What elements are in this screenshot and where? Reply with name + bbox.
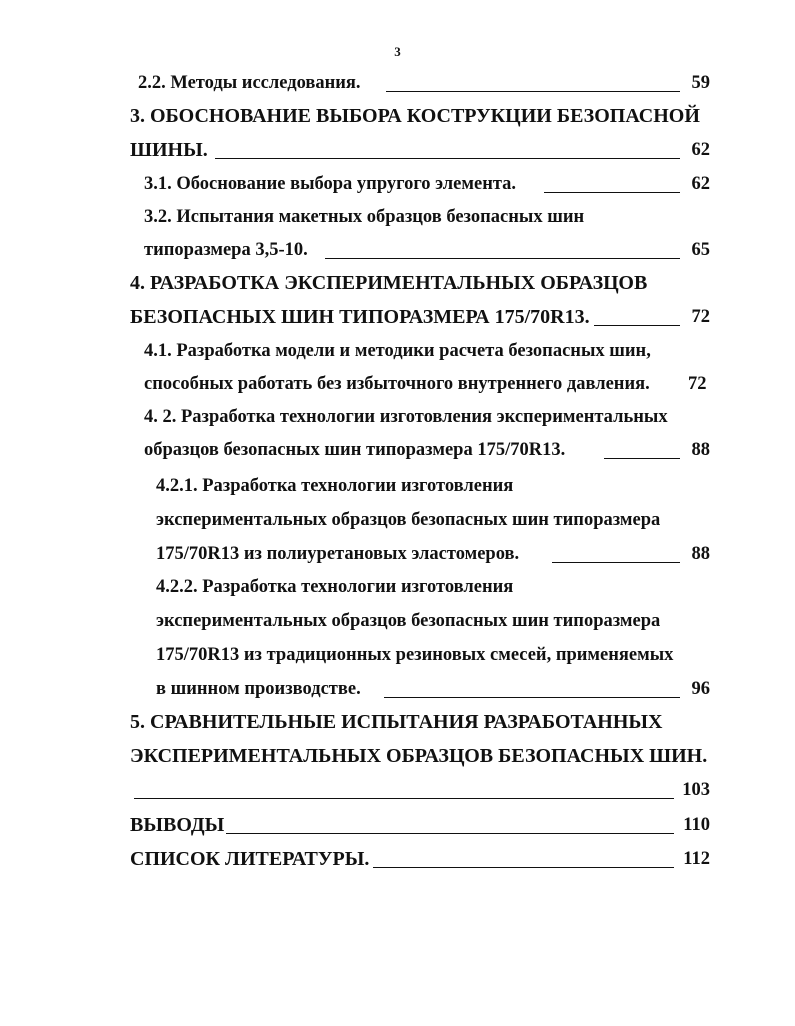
toc-entry-references-leader — [373, 847, 710, 871]
toc-entry-references-page: 112 — [683, 849, 710, 869]
toc-entry-4-page: 72 — [691, 307, 710, 327]
leader-line — [386, 91, 680, 92]
toc-entry-4-2-2-title-line2: экспериментальных образцов безопасных шин типоразмера — [156, 611, 661, 631]
toc-entry-references-title: СПИСОК ЛИТЕРАТУРЫ. — [130, 848, 370, 870]
toc-entry-4-1-title-line1: 4.1. Разработка модели и методики расчета безопасных шин, — [144, 341, 651, 361]
toc-entry-4-2-2-leader — [384, 677, 710, 701]
toc-entry-4-2-1-title-line2: экспериментальных образцов безопасных шин типоразмера — [156, 510, 661, 530]
toc-entry-3-title-line2: ШИНЫ. — [130, 139, 208, 161]
toc-entry-4-2-1-title-line3: 175/70R13 из полиуретановых эластомеров. — [156, 544, 520, 564]
toc-entry-2-2-page: 59 — [691, 73, 710, 93]
toc-entry-2-2-leader — [386, 71, 710, 95]
leader-line — [384, 697, 680, 698]
toc-entry-4-2-title-line2: образцов безопасных шин типоразмера 175/70R13. — [144, 440, 566, 460]
toc-entry-conclusions-page: 110 — [683, 815, 710, 835]
toc-entry-4-2-page: 88 — [691, 440, 710, 460]
toc-entry-4-2-2-title-line4: в шинном производстве. — [156, 679, 361, 699]
toc-entry-5-title-line1: 5. СРАВНИТЕЛЬНЫЕ ИСПЫТАНИЯ РАЗРАБОТАННЫХ — [130, 711, 663, 733]
toc-entry-2-2-title: 2.2. Методы исследования. — [138, 73, 361, 93]
toc-entry-4-2-title-line1: 4. 2. Разработка технологии изготовления экспериментальных — [144, 407, 668, 427]
toc-entry-3-2-page: 65 — [691, 240, 710, 260]
toc-entry-5-leader — [134, 778, 710, 802]
toc-entry-3-1-page: 62 — [691, 174, 710, 194]
toc-entry-conclusions-leader — [226, 813, 710, 837]
page-number: 3 — [394, 44, 401, 59]
toc-entry-4-title-line2: БЕЗОПАСНЫХ ШИН ТИПОРАЗМЕРА 175/70R13. — [130, 306, 590, 328]
toc-entry-4-2-1-title-line1: 4.2.1. Разработка технологии изготовления — [156, 476, 514, 496]
toc-entry-3-2-title-line1: 3.2. Испытания макетных образцов безопасных шин — [144, 207, 585, 227]
toc-entry-3-1-title: 3.1. Обоснование выбора упругого элемента. — [144, 174, 517, 194]
toc-entry-4-2-2-page: 96 — [691, 679, 710, 699]
toc-entry-3-2-title-line2: типоразмера 3,5-10. — [144, 240, 308, 260]
toc-entry-4-2-2-title-line3: 175/70R13 из традиционных резиновых смесей, применяемых — [156, 645, 674, 665]
leader-line — [215, 158, 680, 159]
leader-line — [544, 192, 680, 193]
toc-entry-4-2-1-page: 88 — [691, 544, 710, 564]
toc-entry-4-1-title-line2: способных работать без избыточного внутреннего давления. — [144, 374, 650, 394]
toc-entry-4-leader — [594, 305, 710, 329]
leader-line — [594, 325, 680, 326]
toc-entry-3-2-leader — [325, 238, 710, 262]
leader-line — [226, 833, 674, 834]
leader-line — [134, 798, 674, 799]
toc-entry-4-2-leader — [604, 438, 710, 462]
leader-line — [325, 258, 680, 259]
toc-entry-3-1-leader — [544, 172, 710, 196]
toc-entry-3-page: 62 — [691, 140, 710, 160]
toc-entry-conclusions-title: ВЫВОДЫ — [130, 814, 225, 836]
toc-entry-4-2-2-title-line1: 4.2.2. Разработка технологии изготовления — [156, 577, 514, 597]
leader-line — [604, 458, 680, 459]
leader-line — [373, 867, 674, 868]
toc-entry-5-page: 103 — [682, 780, 710, 800]
toc-entry-3-title-line1: 3. ОБОСНОВАНИЕ ВЫБОРА КОСТРУКЦИИ БЕЗОПАСНОЙ — [130, 105, 700, 127]
toc-entry-5-title-line2: ЭКСПЕРИМЕНТАЛЬНЫХ ОБРАЗЦОВ БЕЗОПАСНЫХ ШИН. — [130, 745, 708, 767]
toc-entry-4-2-1-leader — [552, 542, 710, 566]
toc-entry-3-leader — [215, 138, 710, 162]
leader-line — [552, 562, 680, 563]
toc-entry-4-1-page: 72 — [688, 374, 707, 394]
toc-entry-4-title-line1: 4. РАЗРАБОТКА ЭКСПЕРИМЕНТАЛЬНЫХ ОБРАЗЦОВ — [130, 272, 648, 294]
